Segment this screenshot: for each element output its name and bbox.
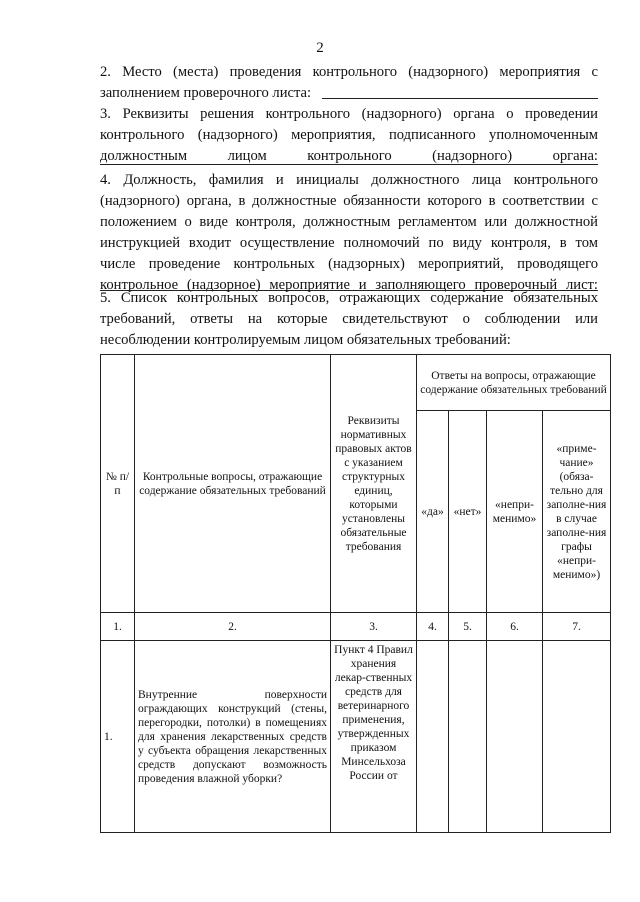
header-yes: «да» [417,411,449,613]
item-4-line-3: положением о виде контроля, должностным регламентом или должностной [100,214,598,230]
item-2-line-1: 2. Место (места) проведения контрольного (надзорного) мероприятия с [100,64,598,80]
item-5-line-1: 5. Список контрольных вопросов, отражающих содержание обязательных [100,290,598,306]
table-row [101,641,611,833]
column-number: 3. [331,613,417,641]
item-5-questions-list [100,288,598,351]
answer-not-applicable-cell[interactable] [487,641,543,833]
answer-note-cell[interactable] [543,641,611,833]
item-4-line-6: контрольное (надзорное) мероприятие и заполняющего проверочный лист: [100,277,598,293]
header-questions: Контрольные вопросы, отражающие содержание обязательных требований [135,355,331,613]
item-4-official [100,170,598,296]
header-requisites: Реквизиты нормативных правовых актов с указанием структурных единиц, которыми установлены обязательные требования [331,355,417,613]
column-number: 2. [135,613,331,641]
row-requisites: Пункт 4 Правил хранения лекар-ственных средств для ветеринарного применения, утвержденных приказом Минсельхоза России от [331,641,417,833]
header-answers-group: Ответы на вопросы, отражающие содержание обязательных требований [417,355,611,411]
item-3-fill-line[interactable] [100,164,598,165]
header-note: «приме-чание» (обяза-тельно для заполне-ния в случае заполне-ния графы «непри-менимо») [543,411,611,613]
item-3-requisites [100,104,598,167]
row-num: 1. [101,641,135,833]
column-number: 5. [449,613,487,641]
column-number: 4. [417,613,449,641]
answer-yes-cell[interactable] [417,641,449,833]
item-4-line-1: 4. Должность, фамилия и инициалы должностного лица контрольного [100,172,598,188]
header-no: «нет» [449,411,487,613]
header-not-applicable: «непри-менимо» [487,411,543,613]
header-num: № п/п [101,355,135,613]
page-number: 2 [316,40,324,56]
item-2-line-2: заполнением проверочного листа: [100,85,312,101]
item-5-line-3: несоблюдении контролируемым лицом обязательных требований: [100,332,511,348]
column-number: 6. [487,613,543,641]
checklist-table [100,354,611,833]
item-4-line-2: (надзорного) органа, в должностные обязанности которого в соответствии с [100,193,598,209]
row-question: Внутренние поверхности ограждающих конструкций (стены, перегородки, потолки) в помещениях для хранения лекарственных средств у субъекта обращения лекарственных средств допускают возможность проведения влажной уборки? [135,641,331,833]
item-3-line-3: должностным лицом контрольного (надзорного) органа: [100,148,598,164]
column-number: 1. [101,613,135,641]
answer-no-cell[interactable] [449,641,487,833]
item-2-fill-line[interactable] [322,98,598,99]
column-numbers-row [101,613,611,641]
column-number: 7. [543,613,611,641]
item-5-line-2: требований, ответы на которые свидетельствуют о соблюдении или [100,311,598,327]
item-3-line-2: контрольного (надзорного) мероприятия, подписанного уполномоченным [100,127,598,143]
item-4-line-5: числе проведение контрольных (надзорных) мероприятий, проводящего [100,256,598,272]
item-4-line-4: инструкцией входит осуществление полномочий по виду контроля, в том [100,235,598,251]
item-3-line-1: 3. Реквизиты решения контрольного (надзорного) органа о проведении [100,106,598,122]
